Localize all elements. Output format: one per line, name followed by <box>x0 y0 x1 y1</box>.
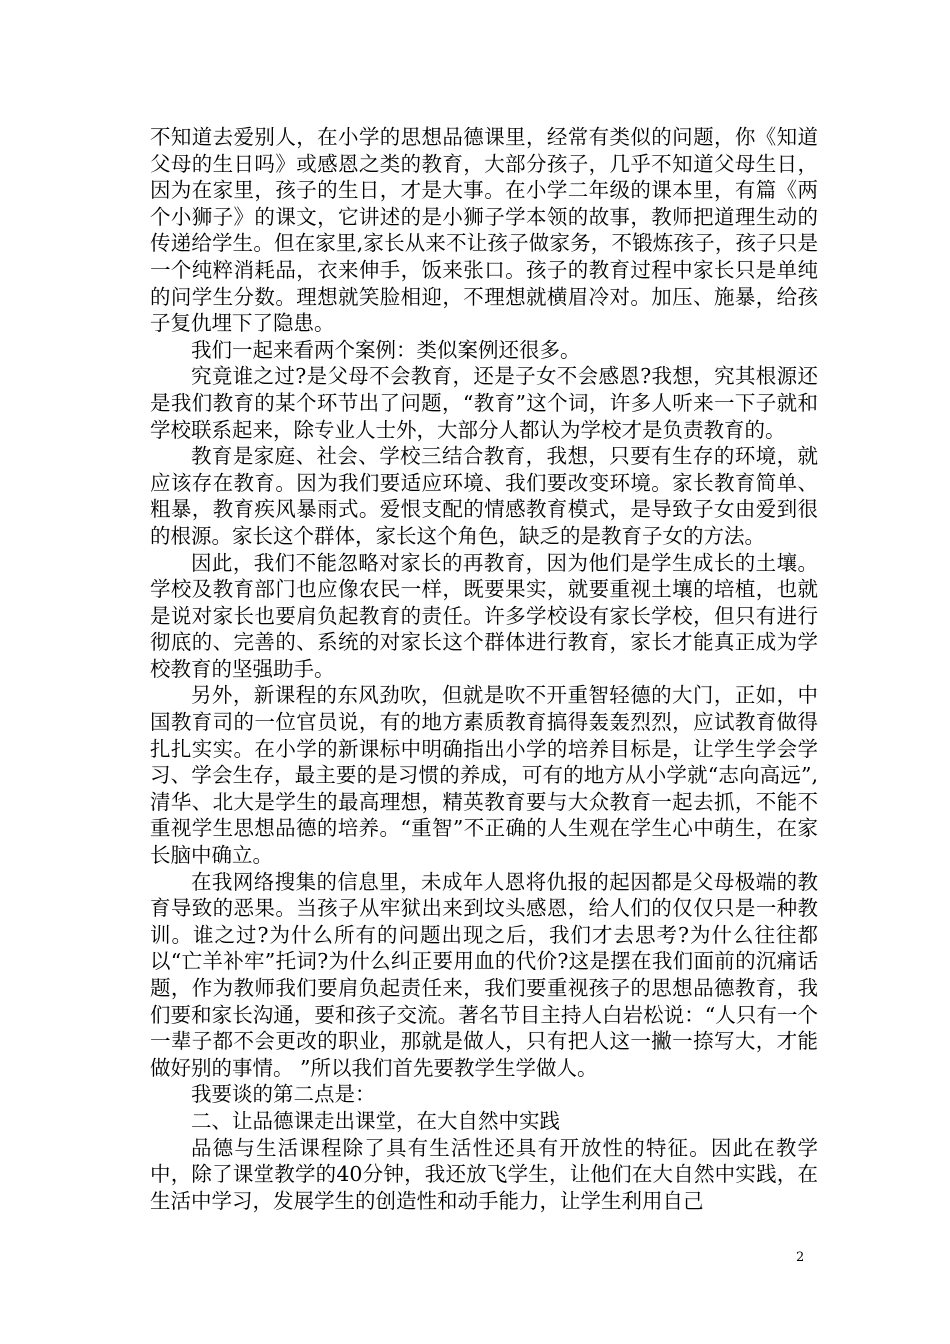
document-body <box>150 124 818 1214</box>
paragraph: 教育是家庭、社会、学校三结合教育，我想，只要有生存的环境，就应该存在教育。因为我们要适应环境、我们要改变环境。家长教育简单、粗暴，教育疾风暴雨式。爱恨支配的情感教育模式，是导致子女由爱到很的根源。家长这个群体，家长这个角色，缺乏的是教育子女的方法。 <box>150 444 818 548</box>
paragraph: 品德与生活课程除了具有生活性还具有开放性的特征。因此在教学中，除了课堂教学的40分钟，我还放飞学生，让他们在大自然中实践，在生活中学习，发展学生的创造性和动手能力，让学生利用自己 <box>150 1135 818 1213</box>
paragraph: 我们一起来看两个案例：类似案例还很多。 <box>191 337 581 362</box>
paragraph: 我要谈的第二点是： <box>191 1082 376 1107</box>
paragraph: 究竟谁之过?是父母不会教育，还是子女不会感恩?我想，究其根源还是我们教育的某个环节出了问题，“教育”这个词，许多人听来一下子就和学校联系起来，除专业人士外，大部分人都认为学校才是负责教育的。 <box>150 364 818 442</box>
paragraph: 在我网络搜集的信息里，未成年人恩将仇报的起因都是父母极端的教育导致的恶果。当孩子从牢狱出来到坟头感恩，给人们的仅仅只是一种教训。谁之过?为什么所有的问题出现之后，我们才去思考?为什么往往都以“亡羊补牢”托词?为什么纠正要用血的代价?这是摆在我们面前的沉痛话题，作为教师我们要肩负起责任来，我们要重视孩子的思想品德教育，我们要和家长沟通，要和孩子交流。著名节目主持人白岩松说：“人只有一个一辈子都不会更改的职业，那就是做人，只有把人这一撇一捺写大，才能做好别的事情。 ”所以我们首先要教学生学做人。 <box>150 869 818 1080</box>
page-number: 2 <box>796 1250 805 1265</box>
paragraph: 另外，新课程的东风劲吹，但就是吹不开重智轻德的大门，正如，中国教育司的一位官员说，有的地方素质教育搞得轰轰烈烈，应试教育做得扎扎实实。在小学的新课标中明确指出小学的培养目标是，让学生学会学习、学会生存，最主要的是习惯的养成，可有的地方从小学就“志向高远”,清华、北大是学生的最高理想，精英教育要与大众教育一起去抓，不能不重视学生思想品德的培养。“重智”不正确的人生观在学生心中萌生，在家长脑中确立。 <box>150 683 818 868</box>
paragraph: 不知道去爱别人，在小学的思想品德课里，经常有类似的问题，你《知道父母的生日吗》或感恩之类的教育，大部分孩子，几乎不知道父母生日，因为在家里，孩子的生日，才是大事。在小学二年级的课本里，有篇《两个小狮子》的课文，它讲述的是小狮子学本领的故事，教师把道理生动的传递给学生。但在家里,家长从来不让孩子做家务，不锻炼孩子，孩子只是一个纯粹消耗品，衣来伸手，饭来张口。孩子的教育过程中家长只是单纯的问学生分数。理想就笑脸相迎，不理想就横眉冷对。加压、施暴，给孩子复仇埋下了隐患。 <box>150 125 818 336</box>
section-heading: 二、让品德课走出课堂，在大自然中实践 <box>191 1108 560 1133</box>
paragraph: 因此，我们不能忽略对家长的再教育，因为他们是学生成长的土壤。学校及教育部门也应像农民一样，既要果实，就要重视土壤的培植，也就是说对家长也要肩负起教育的责任。许多学校设有家长学校，但只有进行彻底的、完善的、系统的对家长这个群体进行教育，家长才能真正成为学校教育的坚强助手。 <box>150 550 818 681</box>
